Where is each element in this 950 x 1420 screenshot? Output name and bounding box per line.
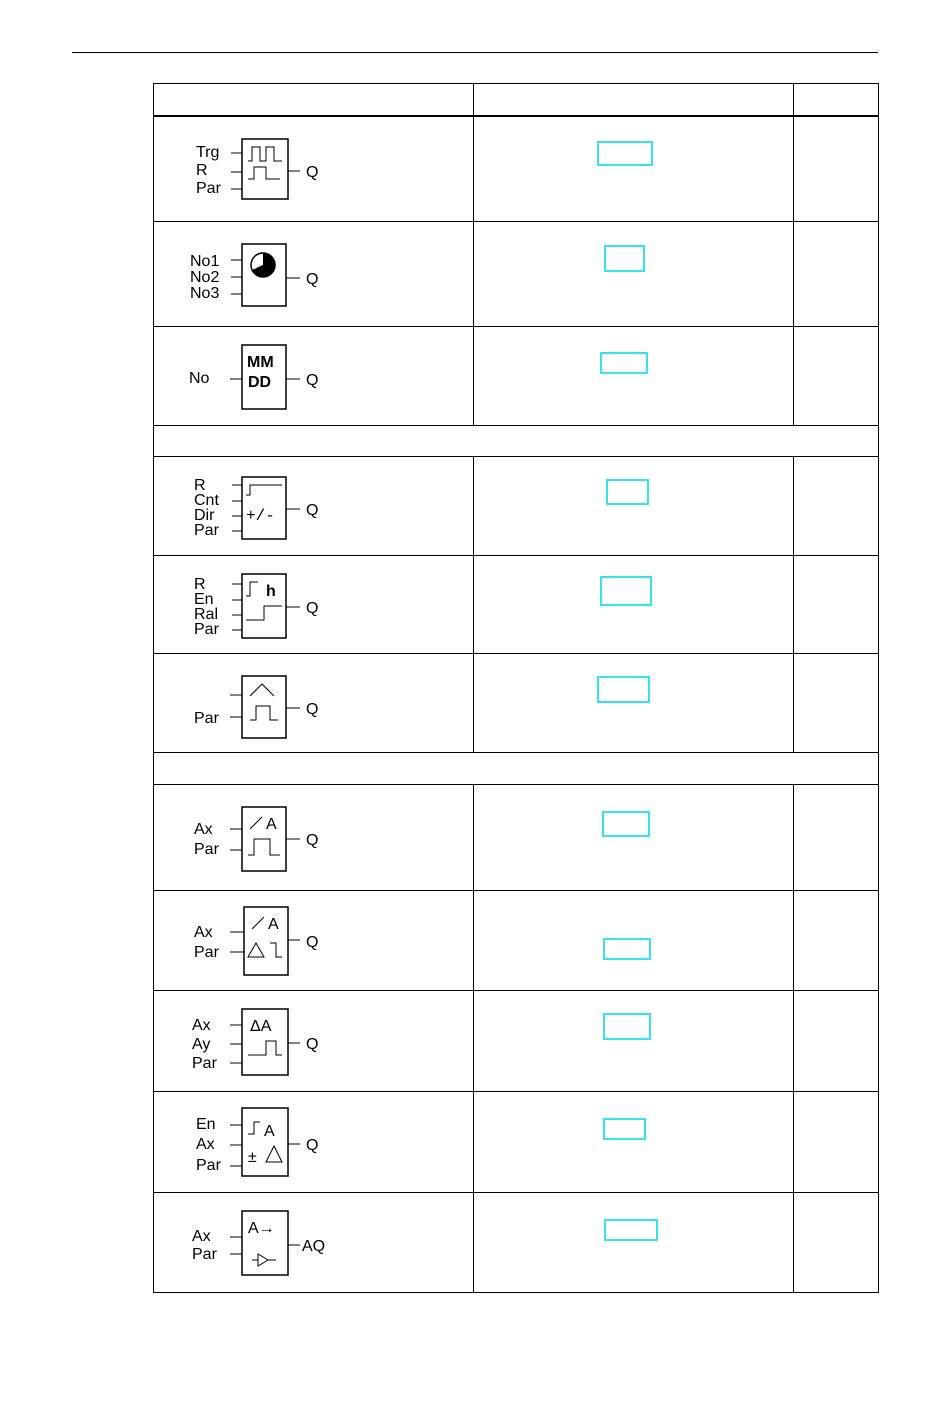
block-label: A	[266, 816, 277, 833]
highlight-box	[604, 245, 645, 272]
output-label: AQ	[302, 1238, 326, 1255]
analog-diff-trigger-symbol	[154, 891, 473, 990]
block-label: h	[266, 583, 276, 600]
highlight-box	[603, 1013, 651, 1040]
input-label: Dir	[194, 507, 215, 524]
table-header	[154, 84, 878, 117]
table-row	[154, 1092, 878, 1193]
input-label: Cnt	[194, 492, 219, 509]
input-label: Ax	[196, 1136, 215, 1153]
output-label: Q	[306, 372, 319, 389]
highlight-box	[606, 479, 649, 505]
input-label: R	[194, 576, 206, 593]
analog-comparator-symbol	[154, 991, 473, 1091]
input-label: Ax	[194, 821, 213, 838]
input-label: Par	[194, 621, 219, 638]
output-label: Q	[306, 934, 319, 951]
input-label: Trg	[196, 144, 220, 161]
highlight-box	[600, 352, 648, 374]
table-row	[154, 327, 878, 426]
input-label: Par	[194, 522, 219, 539]
block-label: A→	[248, 1220, 275, 1237]
analog-threshold-symbol	[154, 785, 473, 890]
input-label: Par	[194, 944, 219, 961]
highlight-box	[603, 938, 651, 960]
pulse-generator-symbol	[154, 117, 473, 221]
input-label: Par	[196, 1157, 221, 1174]
col-divider	[793, 84, 794, 115]
table-row	[154, 1193, 878, 1292]
up-down-counter-symbol	[154, 457, 473, 555]
input-label: Ax	[194, 924, 213, 941]
output-label: Q	[306, 164, 319, 181]
highlight-box	[602, 811, 650, 837]
table-row	[154, 654, 878, 753]
input-label: Ral	[194, 606, 219, 623]
block-label: ±	[248, 1149, 257, 1166]
highlight-box	[603, 1118, 646, 1140]
input-label: No2	[190, 269, 220, 286]
output-label: Q	[306, 502, 319, 519]
input-label: R	[196, 162, 208, 179]
block-label: A	[268, 916, 279, 933]
block-label: A	[264, 1123, 275, 1140]
frequency-trigger-symbol	[154, 654, 473, 752]
analog-amplifier-symbol	[154, 1193, 473, 1292]
input-label: Ax	[192, 1017, 211, 1034]
hours-counter-symbol	[154, 556, 473, 653]
block-label: ΔA	[250, 1018, 272, 1035]
block-label: DD	[248, 374, 272, 391]
table-row	[154, 785, 878, 891]
section-row	[154, 426, 878, 457]
analog-watchdog-symbol	[154, 1092, 473, 1192]
table-row	[154, 222, 878, 327]
input-label: Par	[192, 1055, 217, 1072]
highlight-box	[604, 1219, 658, 1241]
input-label: Par	[194, 710, 219, 727]
weekly-timer-symbol	[154, 222, 473, 326]
table-row	[154, 457, 878, 556]
section-row	[154, 753, 878, 785]
output-label: Q	[306, 1036, 319, 1053]
input-label: En	[194, 591, 214, 608]
table-row	[154, 556, 878, 654]
input-label: No	[189, 370, 210, 387]
input-label: No1	[190, 253, 220, 270]
input-label: Ax	[192, 1228, 211, 1245]
block-label: MM	[247, 354, 274, 371]
highlight-box	[597, 676, 650, 703]
col-divider	[473, 84, 474, 115]
input-label: Par	[196, 180, 221, 197]
table-row	[154, 117, 878, 222]
output-label: Q	[306, 701, 319, 718]
block-label: +/-	[246, 507, 275, 525]
table-row	[154, 991, 878, 1092]
output-label: Q	[306, 1137, 319, 1154]
input-label: Par	[194, 841, 219, 858]
input-label: Ay	[192, 1036, 211, 1053]
input-label: R	[194, 477, 206, 494]
highlight-box	[600, 576, 652, 606]
yearly-timer-symbol	[154, 327, 473, 425]
amplifier-icon	[258, 1254, 268, 1266]
output-label: Q	[306, 832, 319, 849]
output-label: Q	[306, 271, 319, 288]
input-label: Par	[192, 1246, 217, 1263]
highlight-box	[597, 141, 653, 166]
table-row	[154, 891, 878, 991]
function-table	[153, 83, 879, 1293]
top-rule	[72, 52, 878, 53]
input-label: En	[196, 1116, 216, 1133]
input-label: No3	[190, 285, 220, 302]
output-label: Q	[306, 600, 319, 617]
